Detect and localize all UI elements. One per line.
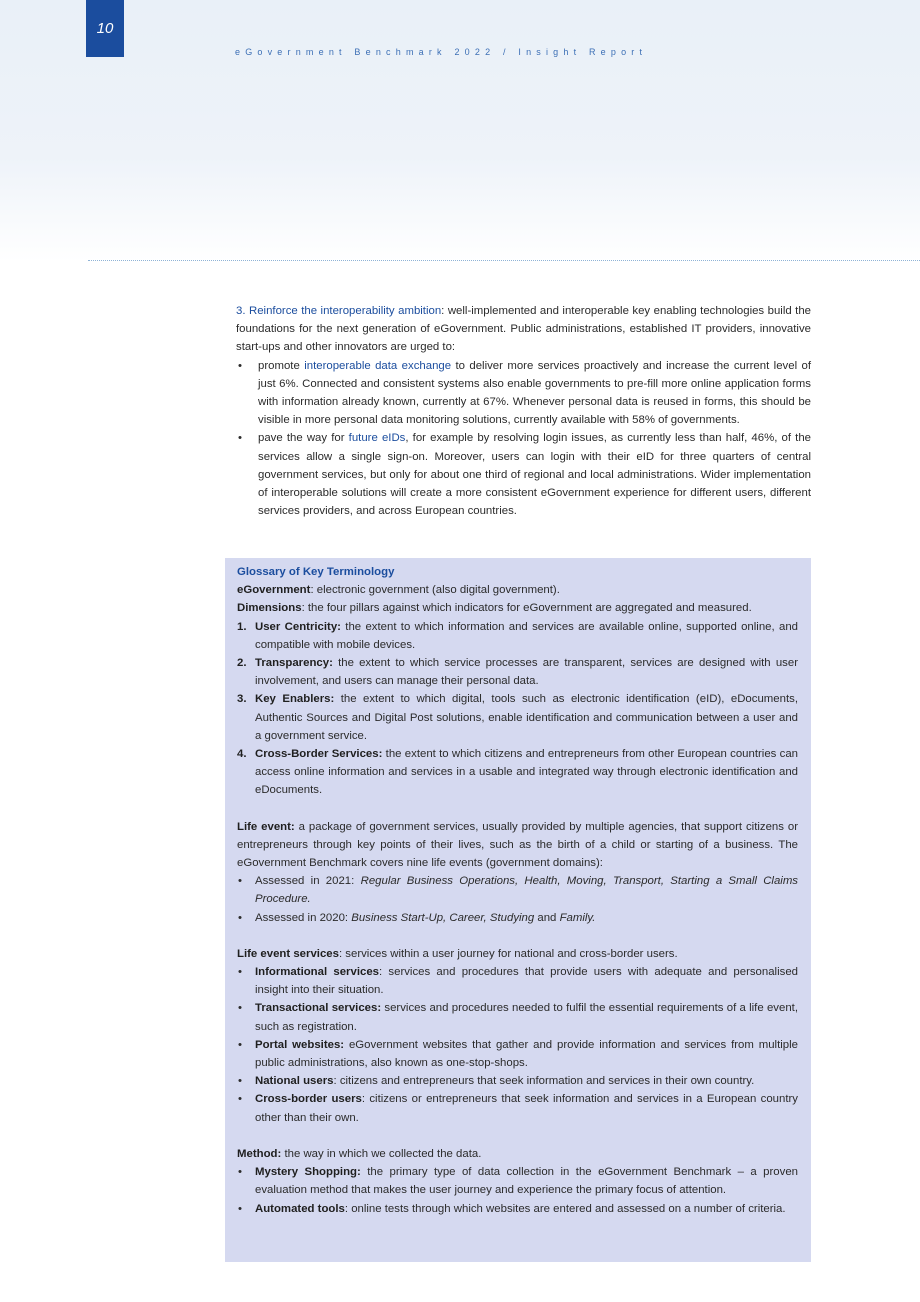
glossary-box [225,558,811,1262]
bullet-icon: • [238,911,242,924]
page-number-badge [86,0,124,57]
bullet-icon: • [238,1166,242,1179]
glossary-title: Glossary of Key Terminology [237,566,395,578]
list-item: • promote interoperable data exchange to deliver more services proactively and increase the current level of just 6%. Connected and consistent systems also enable governments to pre-fill more online application forms with information already known, currently at 67%. Whenever personal data is reused in forms, this should be visible in more personal data monitoring solutions, currently available with 58% of governments. [236,357,811,430]
glossary-entry: Life event services: services within a user journey for national and cross-border users. [237,947,678,960]
list-item: • Automated tools: online tests through which websites are entered and assessed on a number of criteria. [237,1200,798,1218]
recommendation-number: 3. [236,305,246,317]
running-head: eGovernment Benchmark 2022 / Insight Report [235,47,648,57]
list-item: • Cross-border users: citizens or entrepreneurs that seek information and services in a European country other than their own. [237,1090,798,1126]
glossary-entry: Method: the way in which we collected the data. [237,1147,482,1160]
recommendation-intro-text: : well-implemented and interoperable key enabling technologies build the foundations for the next generation of eGovernment. Public administrations, established IT providers, innovative start-ups and other innovators are urged to: [236,305,811,354]
dotted-divider [88,260,920,261]
page-number: 10 [96,20,114,37]
bullet-icon: • [238,1202,242,1215]
header-background [0,0,920,262]
list-item: • National users: citizens and entrepreneurs that seek information and services in their own country. [237,1072,798,1090]
glossary-entry: eGovernment: electronic government (also digital government). [237,584,560,597]
list-item: • Portal websites: eGovernment websites that gather and provide information and services from multiple public administrations, also known as one-stop-shops. [237,1036,798,1072]
glossary-entry: Life event: a package of government services, usually provided by multiple agencies, that support citizens or entrepreneurs through key points of their lives, such as the birth of a child or starting of a business. The eGovernment Benchmark covers nine life events (government domains): [237,820,798,870]
bullet-icon: • [238,875,242,888]
highlight-term: future eIDs [348,432,406,445]
list-item: • Transactional services: services and procedures needed to fulfil the essential requirements of a life event, such as registration. [237,999,798,1035]
list-item: • Assessed in 2020: Business Start-Up, Career, Studying and Family. [237,909,798,927]
list-item: • Assessed in 2021: Regular Business Operations, Health, Moving, Transport, Starting a Small Claims Procedure. [237,872,798,908]
bullet-icon: • [238,1075,242,1088]
glossary-entry: Dimensions: the four pillars against which indicators for eGovernment are aggregated and measured. [237,602,752,615]
recommendation-intro [236,302,811,357]
numbered-item: 1. User Centricity: the extent to which information and services are available online, supported online, and compatible with mobile devices. [237,620,798,651]
bullet-icon: • [238,1002,242,1015]
highlight-term: interoperable data exchange [304,359,452,372]
numbered-item: 4. Cross-Border Services: the extent to which citizens and entrepreneurs from other European countries can access online information and services in a usable and integrated way through electronic identification and eDocuments. [237,748,799,797]
numbered-item: 3. Key Enablers: the extent to which digital, tools such as electronic identification (eID), eDocuments, Authentic Sources and Digital Post solutions, enable identification and communication between a user and a government service. [237,693,798,742]
bullet-icon: • [238,432,242,445]
list-item: • Mystery Shopping: the primary type of data collection in the eGovernment Benchmark – a proven evaluation method that makes the user journey and experience the primary focus of attention. [237,1163,798,1199]
bullet-icon: • [238,1093,242,1106]
recommendation-heading: Reinforce the interoperability ambition [249,305,442,317]
numbered-item: 2. Transparency: the extent to which service processes are transparent, services are designed with user involvement, and users can manage their personal data. [237,657,798,688]
list-item: • pave the way for future eIDs, for example by resolving login issues, as currently less than half, 46%, of the services allow a single sign-on. Moreover, users can login with their eID for three quarters of central government services, but only for about one third of regional and local administrations. Wider implementation of interoperable solutions will create a more consistent eGovernment experience for different users, different services providers, and across European countries. [236,429,811,520]
list-item: • Informational services: services and procedures that provide users with adequate and personalised insight into their situation. [237,963,798,999]
recommendation-section [236,302,811,520]
bullet-icon: • [238,1038,242,1051]
bullet-icon: • [238,966,242,979]
bullet-icon: • [238,359,242,372]
